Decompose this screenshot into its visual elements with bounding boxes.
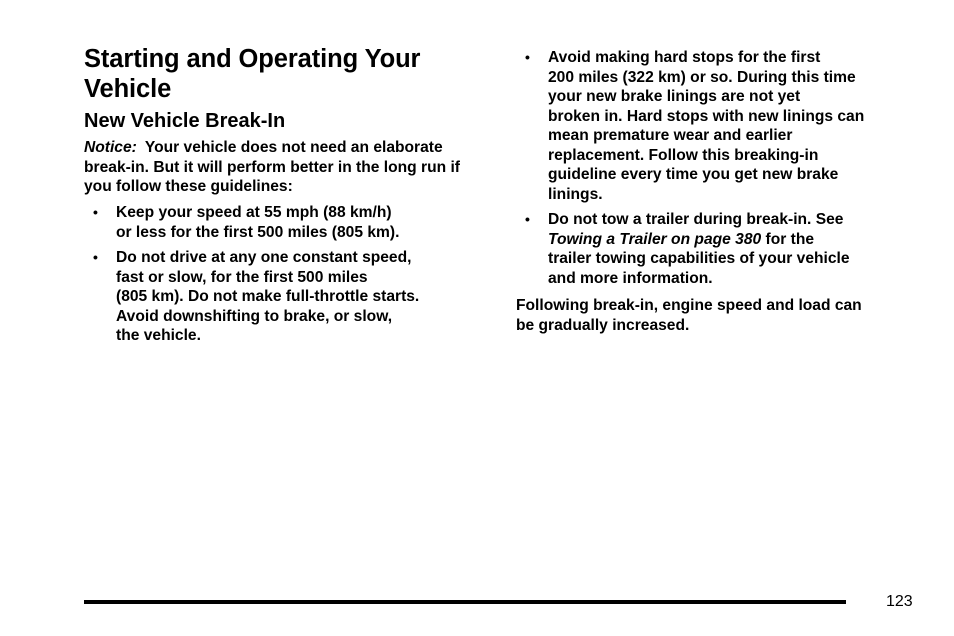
right-bullet-list <box>516 48 921 288</box>
footer-rule <box>84 600 846 604</box>
bullet-icon: • <box>93 204 98 220</box>
page-title <box>84 44 420 104</box>
notice-text: Your vehicle does not need an elaborate break-in. But it will perform better in the long run if you follow these guidelines: <box>84 139 460 195</box>
list-item-line: broken in. Hard stops with new linings can <box>548 107 865 125</box>
list-item-line: fast or slow, for the first 500 miles <box>116 268 368 286</box>
list-item-line: (805 km). Do not make full-throttle starts. <box>116 288 420 305</box>
list-item-line: Do not tow a trailer during break-in. See <box>548 211 844 228</box>
list-item-line: guideline every time you get new brake <box>548 166 839 183</box>
closing-line: be gradually increased. <box>516 316 690 334</box>
list-item-line: linings. <box>548 185 603 203</box>
list-item-line: Avoid downshifting to brake, or slow, <box>116 307 393 325</box>
list-item-line: Keep your speed at 55 mph (88 km/h) <box>116 204 392 221</box>
cross-reference-link[interactable]: Towing a Trailer on page 380 <box>548 230 762 248</box>
closing-paragraph <box>516 296 921 335</box>
notice-label: Notice: <box>84 139 137 156</box>
subsection-title: New Vehicle Break-In <box>84 110 286 132</box>
closing-line: Following break-in, engine speed and load can <box>516 297 862 314</box>
bullet-icon: • <box>93 249 98 265</box>
list-item-line: replacement. Follow this breaking-in <box>548 146 819 164</box>
list-item-line: your new brake linings are not yet <box>548 88 801 105</box>
left-bullet-list <box>84 203 484 346</box>
list-item-line: the vehicle. <box>116 327 201 344</box>
bullet-icon: • <box>525 211 530 227</box>
list-item-line: mean premature wear and earlier <box>548 127 793 144</box>
list-item-line: for the <box>761 230 815 248</box>
list-item-line: Do not drive at any one constant speed, <box>116 249 412 266</box>
bullet-icon: • <box>525 49 530 65</box>
list-item-line: or less for the first 500 miles (805 km). <box>116 223 400 241</box>
list-item-line: 200 miles (322 km) or so. During this time <box>548 68 856 86</box>
notice-paragraph <box>84 138 484 197</box>
page-title-line-1: Starting and Operating Your <box>84 45 421 73</box>
list-item <box>84 248 484 346</box>
list-item <box>84 203 484 242</box>
list-item <box>516 48 921 204</box>
list-item-line: and more information. <box>548 269 713 287</box>
list-item <box>516 210 921 288</box>
list-item-line: Avoid making hard stops for the first <box>548 49 821 66</box>
list-item-line: trailer towing capabilities of your vehicle <box>548 250 850 267</box>
page-number: 123 <box>886 593 913 610</box>
page-title-line-2: Vehicle <box>84 75 172 103</box>
